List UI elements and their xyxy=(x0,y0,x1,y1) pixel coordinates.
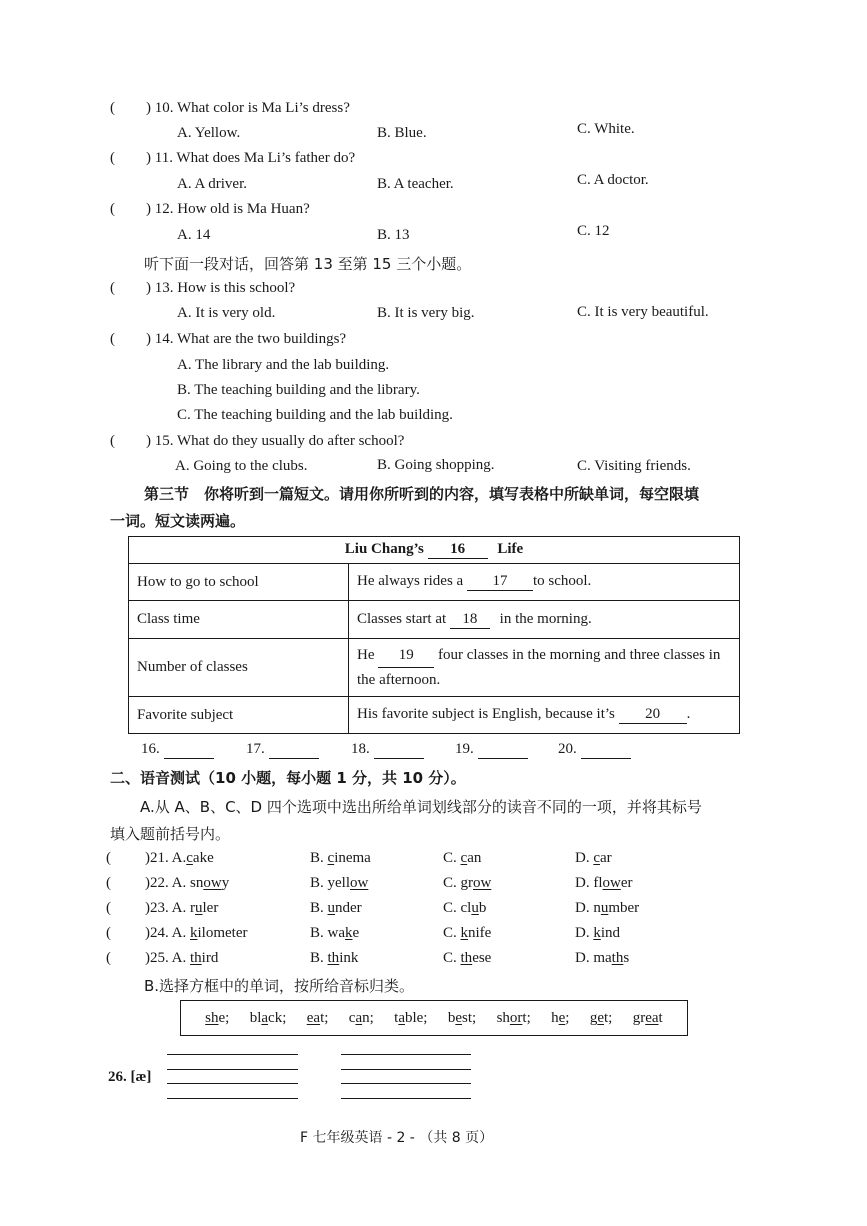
phonics-option-a xyxy=(145,900,218,917)
answer-line[interactable] xyxy=(341,1098,471,1099)
row-content: Classes start at 18 in the morning. xyxy=(349,601,740,639)
answer-line[interactable] xyxy=(167,1098,298,1099)
row-label: Class time xyxy=(129,601,349,639)
blank-16[interactable]: 16 xyxy=(428,541,488,559)
phonics-word: kilometer xyxy=(190,925,248,941)
option-b: B. Going shopping. xyxy=(377,457,495,473)
phonics-option-b xyxy=(310,900,362,917)
answer-blank-19: 19. xyxy=(455,741,528,759)
table-row xyxy=(129,639,740,697)
phonics-option-c xyxy=(443,925,491,942)
option-c: C. 12 xyxy=(577,223,610,239)
phonics-option-b xyxy=(310,850,371,867)
row-label: Number of classes xyxy=(129,639,349,697)
option-c: C. The teaching building and the lab building. xyxy=(177,407,453,423)
section3-instruction: 第三节 你将听到一篇短文。请用你所听到的内容，填写表格中所缺单词，每空限填 xyxy=(144,485,700,503)
part2-instruction-a-cont: 填入题前括号内。 xyxy=(110,825,231,843)
part2-instruction-a: A.从 A、B、C、D 四个选项中选出所给单词划线部分的读音不同的一项，并将其标号 xyxy=(140,798,702,816)
answer-bracket[interactable]: ( xyxy=(110,100,115,116)
answer-bracket[interactable]: ( xyxy=(106,875,111,891)
phonics-option-b xyxy=(310,925,359,942)
option-a: A. 14 xyxy=(177,227,211,243)
phonics-word: D. number xyxy=(575,900,640,916)
row-content: He always rides a 17 to school. xyxy=(349,564,740,601)
part2-instruction-b: B.选择方框中的单词，按所给音标归类。 xyxy=(144,977,415,995)
phonics-option-d xyxy=(575,875,633,892)
word-box xyxy=(180,1000,688,1036)
question-10: ( ) 10. What color is Ma Li’s dress? xyxy=(110,100,350,116)
phonics-word: B. under xyxy=(310,900,362,916)
phonics-word: snowy xyxy=(186,875,230,891)
phonics-word: third xyxy=(190,950,219,966)
phonics-word: ruler xyxy=(186,900,219,916)
phonics-word: C. club xyxy=(443,900,487,916)
answer-bracket[interactable]: ( xyxy=(106,900,111,916)
option-a: A. A driver. xyxy=(177,176,247,192)
answer-bracket[interactable]: ( xyxy=(110,433,115,449)
phonics-word: cake xyxy=(186,850,214,866)
word-box-item: he; xyxy=(551,1009,570,1026)
answer-blank-16: 16. xyxy=(141,741,214,759)
instruction-13-15: 听下面一段对话，回答第 13 至第 15 三个小题。 xyxy=(144,255,472,273)
answer-blank-17: 17. xyxy=(246,741,319,759)
question-number: )23. A. xyxy=(145,900,187,916)
phonics-option-d xyxy=(575,850,612,867)
option-b: B. 13 xyxy=(377,227,410,243)
question-15: ( ) 15. What do they usually do after school? xyxy=(110,433,405,449)
phonics-word: D. car xyxy=(575,850,612,866)
answer-line[interactable] xyxy=(341,1054,471,1055)
word-box-item: great xyxy=(632,1009,663,1026)
phonics-option-a xyxy=(145,850,214,867)
phonics-option-c xyxy=(443,950,491,967)
answer-line[interactable] xyxy=(164,741,214,759)
table-row xyxy=(129,601,740,639)
answer-bracket[interactable]: ( xyxy=(110,331,115,347)
phonics-option-d xyxy=(575,925,620,942)
row-label: How to go to school xyxy=(129,564,349,601)
phonics-option-b xyxy=(310,875,368,892)
option-a: A. Going to the clubs. xyxy=(175,458,308,474)
answer-blank-20: 20. xyxy=(558,741,631,759)
phonics-word: C. knife xyxy=(443,925,492,941)
phonics-option-a xyxy=(145,950,218,967)
question-14: ( ) 14. What are the two buildings? xyxy=(110,331,347,347)
page-footer: F 七年级英语 - 2 - （共 8 页） xyxy=(300,1130,494,1146)
row-content: His favorite subject is English, because it’s 20 . xyxy=(349,697,740,734)
word-box-item: eat; xyxy=(306,1009,329,1026)
answer-line[interactable] xyxy=(341,1069,471,1070)
question-number: )24. A. xyxy=(145,925,187,941)
option-c: C. A doctor. xyxy=(577,172,649,188)
question-13: ( ) 13. How is this school? xyxy=(110,280,296,296)
answer-line[interactable] xyxy=(581,741,631,759)
answer-line[interactable] xyxy=(341,1083,471,1084)
word-box-item: table; xyxy=(394,1009,428,1026)
option-c: C. Visiting friends. xyxy=(577,458,691,474)
option-a: A. It is very old. xyxy=(177,305,276,321)
option-b: B. It is very big. xyxy=(377,305,475,321)
question-11: ( ) 11. What does Ma Li’s father do? xyxy=(110,150,356,166)
word-box-item: best; xyxy=(447,1009,477,1026)
phonics-option-a xyxy=(145,875,229,892)
answer-line[interactable] xyxy=(374,741,424,759)
option-a: A. Yellow. xyxy=(177,125,241,141)
question-number: )25. A. xyxy=(145,950,187,966)
phonics-option-d xyxy=(575,900,639,917)
word-box-item: black; xyxy=(249,1009,287,1026)
answer-line[interactable] xyxy=(167,1054,298,1055)
table-row xyxy=(129,564,740,601)
answer-bracket[interactable]: ( xyxy=(106,925,111,941)
word-box-item: get; xyxy=(589,1009,613,1026)
option-c: C. It is very beautiful. xyxy=(577,304,709,320)
phonics-option-c xyxy=(443,850,481,867)
word-box-item: short; xyxy=(496,1009,531,1026)
answer-bracket[interactable]: ( xyxy=(110,201,115,217)
blank-19[interactable]: 19 xyxy=(378,643,434,668)
phonics-word: C. can xyxy=(443,850,482,866)
phonics-word: D. flower xyxy=(575,875,633,891)
option-a: A. The library and the lab building. xyxy=(177,357,390,373)
answer-bracket[interactable]: ( xyxy=(106,950,111,966)
word-box-item: she; xyxy=(205,1009,230,1026)
blank-20[interactable]: 20 xyxy=(619,706,687,724)
section3-instruction-cont: 一词。短文读两遍。 xyxy=(110,512,246,530)
phonics-word: D. maths xyxy=(575,950,630,966)
answer-line[interactable] xyxy=(269,741,319,759)
phonics-word: B. yellow xyxy=(310,875,369,891)
answer-line[interactable] xyxy=(478,741,528,759)
phonics-option-a xyxy=(145,925,247,942)
question-26-label: 26. [æ] xyxy=(108,1069,152,1085)
phonics-option-b xyxy=(310,950,358,967)
option-b: B. A teacher. xyxy=(377,176,454,192)
phonics-option-c xyxy=(443,900,486,917)
phonics-word: B. cinema xyxy=(310,850,371,866)
phonics-word: B. think xyxy=(310,950,359,966)
option-b: B. The teaching building and the library. xyxy=(177,382,420,398)
option-c: C. White. xyxy=(577,121,635,137)
question-12: ( ) 12. How old is Ma Huan? xyxy=(110,201,310,217)
answer-line[interactable] xyxy=(167,1083,298,1084)
table-row xyxy=(129,697,740,734)
phonics-option-d xyxy=(575,950,629,967)
blank-18[interactable]: 18 xyxy=(450,611,490,629)
phonics-option-c xyxy=(443,875,491,892)
answer-line[interactable] xyxy=(167,1069,298,1070)
question-number: )22. A. xyxy=(145,875,187,891)
option-b: B. Blue. xyxy=(377,125,427,141)
answer-bracket[interactable]: ( xyxy=(110,150,115,166)
phonics-word: D. kind xyxy=(575,925,621,941)
phonics-word: C. grow xyxy=(443,875,492,891)
table-title: Liu Chang’s 16 Life xyxy=(129,537,740,564)
answer-bracket[interactable]: ( xyxy=(106,850,111,866)
phonics-word: C. these xyxy=(443,950,492,966)
row-content: He 19 four classes in the morning and three classes in the afternoon. xyxy=(349,639,740,697)
answer-blank-18: 18. xyxy=(351,741,424,759)
question-number: )21. A. xyxy=(145,850,187,866)
row-label: Favorite subject xyxy=(129,697,349,734)
word-box-item: can; xyxy=(348,1009,374,1026)
blank-17[interactable]: 17 xyxy=(467,573,533,591)
part2-title: 二、语音测试（10 小题，每小题 1 分，共 10 分）。 xyxy=(110,769,466,787)
answer-bracket[interactable]: ( xyxy=(110,280,115,296)
phonics-word: B. wake xyxy=(310,925,360,941)
fill-in-table xyxy=(128,536,740,734)
